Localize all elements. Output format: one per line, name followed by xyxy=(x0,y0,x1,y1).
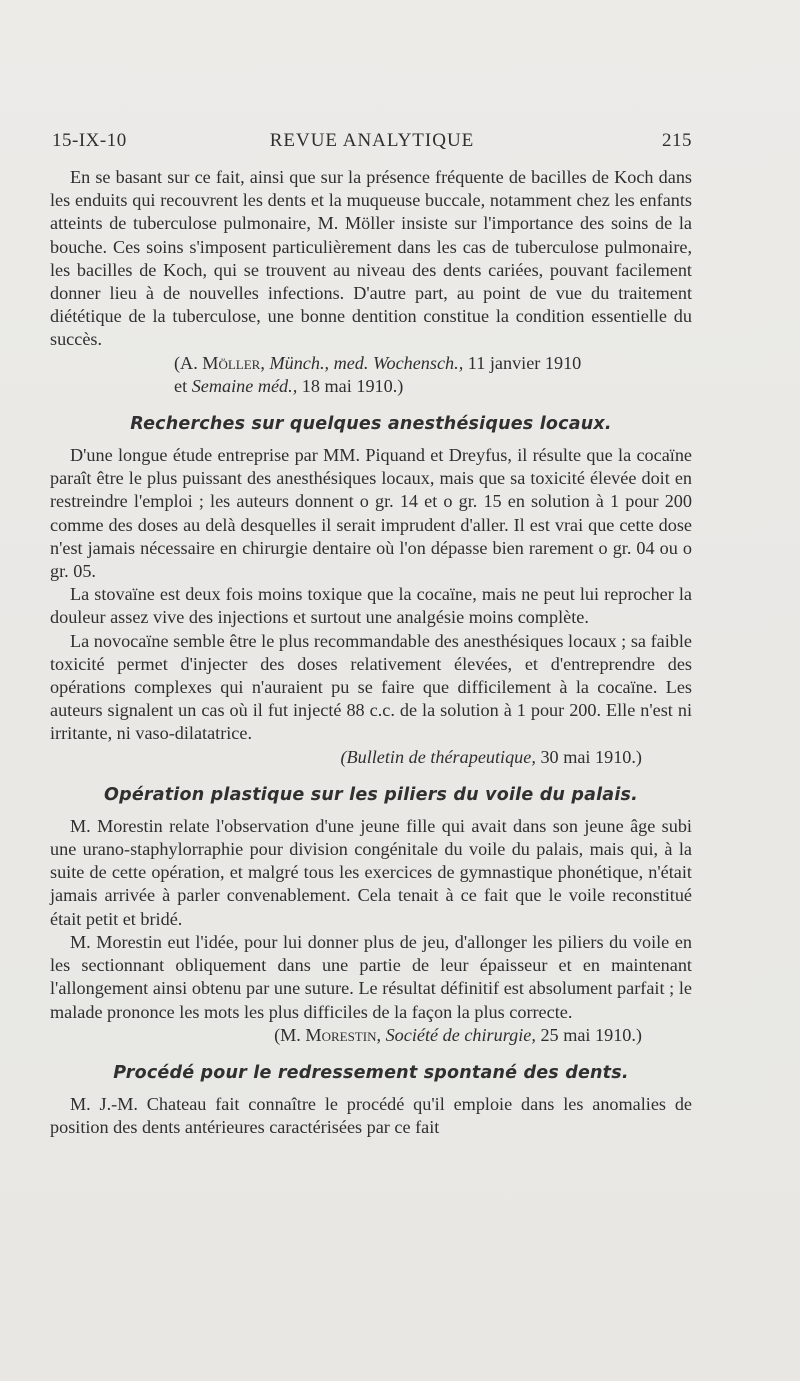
citation-date: 11 janvier 1910 xyxy=(463,352,582,373)
citation-journal-2: Semaine méd., xyxy=(191,375,298,396)
citation-journal: (Bulletin de thérapeutique, xyxy=(340,746,536,767)
citation-date-2: 18 mai 1910.) xyxy=(297,375,404,396)
citation-author: Möller xyxy=(202,352,261,373)
section-heading-anesthesiques: Recherches sur quelques anesthésiques locaux. xyxy=(130,414,612,435)
citation-separator: , xyxy=(260,352,270,373)
citation-date: 25 mai 1910.) xyxy=(535,1024,642,1045)
page-number: 215 xyxy=(662,130,692,151)
moller-paragraph: En se basant sur ce fait, ainsi que sur la présence fréquente de bacilles de Koch dans les enduits qui recouvrent les dents et la muqueuse buccale, notamment chez les enfants atteints de tuberculose pulmonaire, M. Möller insiste sur l'importance des soins de la bouche. Ces soins s'imposent particulièrement dans les cas de tuberculose pulmonaire, les bacilles de Koch, qui se trouvent au niveau des dents cariées, pouvant facilement donner lieu à de nouvelles infections. D'autre part, au point de vue du traitement diététique de la tuberculose, une bonne dentition constitue la condition essentielle du succès. xyxy=(50,167,692,350)
citation-open: (M. xyxy=(274,1024,306,1045)
journal-section-title: REVUE ANALYTIQUE xyxy=(269,130,475,151)
citation-journal: Münch., med. Wochensch., xyxy=(269,352,464,373)
citation-open: (A. xyxy=(174,352,203,373)
operation-paragraph-1: M. Morestin relate l'observation d'une jeune fille qui avait dans son jeune âge subi une urano-staphylorraphie pour division congénitale du voile du palais, mais qui, à la suite de cette opération, et malgré tous les exercices de gymnastique phonétique, n'était jamais arrivée à parler convenablement. Cela tenait à ce fait que le voile reconstitué était petit et bridé. xyxy=(50,815,692,929)
moller-citation xyxy=(50,352,692,398)
anesthesiques-citation xyxy=(50,746,692,769)
anesthesiques-paragraph-1: D'une longue étude entreprise par MM. Piquand et Dreyfus, il résulte que la cocaïne paraît être le plus puissant des anesthésiques locaux, mais que sa toxicité élevée doit en restreindre l'emploi ; les auteurs donnent o gr. 14 et o gr. 15 en solution à 1 pour 200 comme des doses au delà desquelles il serait imprudent d'aller. Il est vrai que cette dose n'est jamais nécessaire en chirurgie dentaire où l'on dépasse bien rarement o gr. 04 ou o gr. 05. xyxy=(50,445,692,582)
anesthesiques-paragraph-2: La stovaïne est deux fois moins toxique que la cocaïne, mais ne peut lui reprocher la douleur assez vive des injections et surtout une analgésie moins complète. xyxy=(50,584,692,628)
operation-citation xyxy=(50,1024,692,1047)
issue-date: 15-IX-10 xyxy=(52,130,127,151)
page-body xyxy=(50,166,692,1139)
running-header xyxy=(52,130,692,160)
anesthesiques-paragraph-3: La novocaïne semble être le plus recommandable des anesthésiques locaux ; sa faible toxicité permet d'injecter des doses relativement élevées, et d'entreprendre des opérations complexes qui n'auraient pu se faire que difficilement à la cocaïne. Les auteurs signalent un cas où il fut injecté 88 c.c. de la solution à 1 pour 200. Elle n'est ni irritante, ni vaso-dilatatrice. xyxy=(50,630,692,744)
operation-paragraph-2: M. Morestin eut l'idée, pour lui donner plus de jeu, d'allonger les piliers du voile en les sectionnant obliquement dans une partie de leur épaisseur et en maintenant l'allongement ainsi obtenu par une suture. Le résultat définitif est absolument parfait ; le malade prononce les mots les plus difficiles de la façon la plus correcte. xyxy=(50,931,692,1022)
redressement-paragraph-1: M. J.-M. Chateau fait connaître le procédé qu'il emploie dans les anomalies de position des dents antérieures caractérisées par ce fait xyxy=(50,1093,692,1138)
citation-separator: , xyxy=(376,1024,386,1045)
section-heading-operation-plastique: Opération plastique sur les piliers du voile du palais. xyxy=(104,784,638,805)
citation-date: 30 mai 1910.) xyxy=(535,746,642,767)
citation-author: Morestin xyxy=(305,1024,377,1045)
citation-journal: Société de chirurgie, xyxy=(385,1024,536,1045)
citation-and: et xyxy=(174,375,192,396)
section-heading-redressement: Procédé pour le redressement spontané des dents. xyxy=(113,1062,629,1083)
